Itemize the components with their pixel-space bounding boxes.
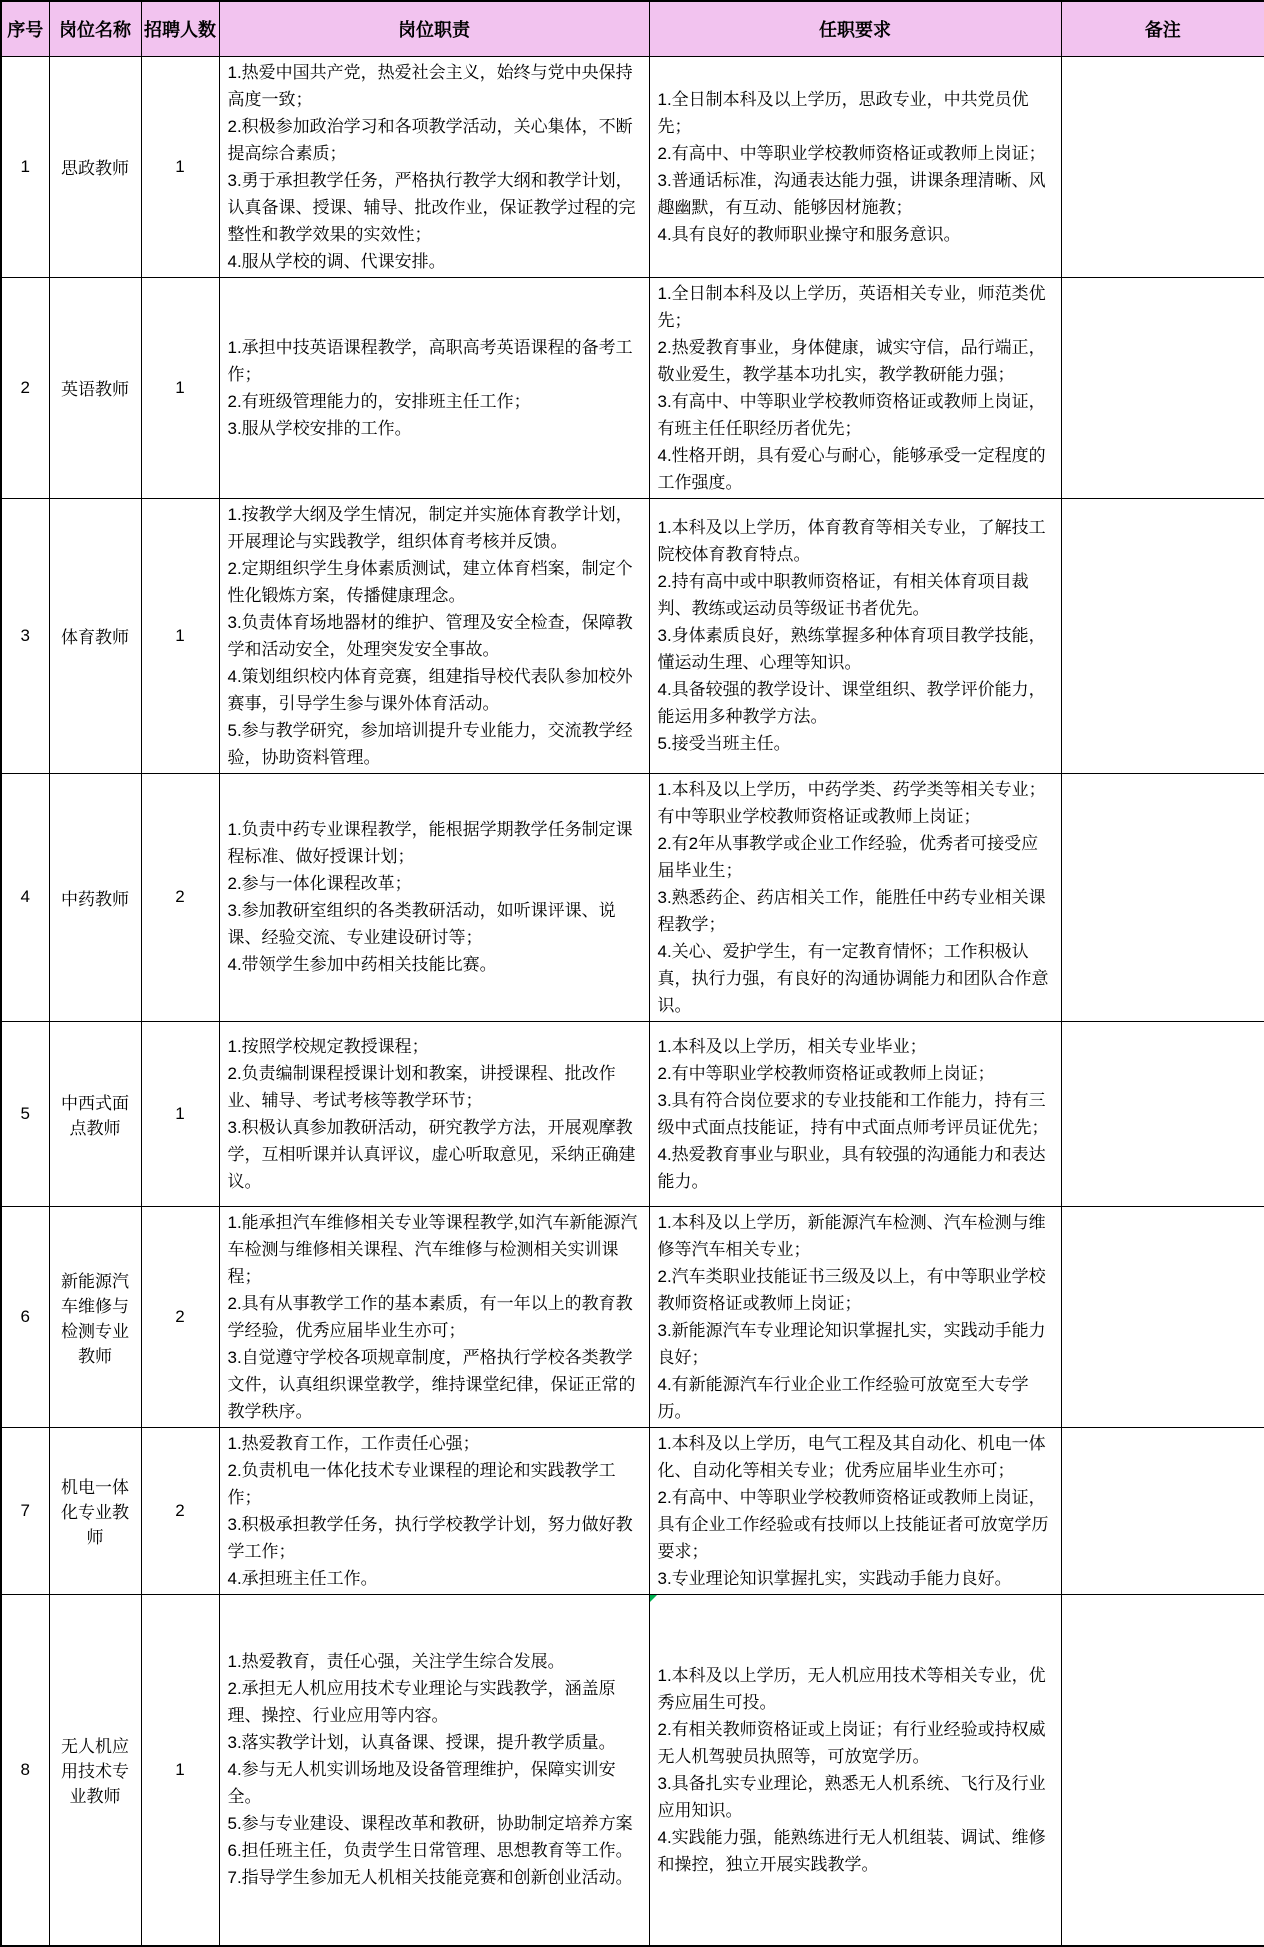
list-item: 1.本科及以上学历，相关专业毕业； [657, 1036, 927, 1056]
job-requirements [649, 1594, 1061, 1946]
list-item: 1.本科及以上学历，中药学类、药学类等相关专业；有中等职业学校教师资格证或教师上岗证； [657, 779, 1046, 826]
list-item: 2.汽车类职业技能证书三级及以上，有中等职业学校教师资格证或教师上岗证； [657, 1266, 1046, 1313]
header-col-note: 备注 [1061, 1, 1264, 56]
list-item: 1.全日制本科及以上学历，思政专业，中共党员优先； [657, 89, 1029, 136]
list-item: 2.负责编制课程授课计划和教案，讲授课程、批改作业、辅导、考试考核等教学环节； [227, 1063, 616, 1110]
job-requirements [649, 498, 1061, 773]
header-col-requirements: 任职要求 [649, 1, 1061, 56]
list-item: 3.自觉遵守学校各项规章制度，严格执行学校各类教学文件，认真组织课堂教学，维持课堂纪律，保证正常的教学秩序。 [227, 1347, 636, 1421]
job-requirements [649, 773, 1061, 1021]
list-item: 4.承担班主任工作。 [227, 1568, 378, 1588]
row-number: 5 [1, 1021, 49, 1206]
list-item: 2.参与一体化课程改革； [227, 874, 412, 893]
header-col-count: 招聘人数 [141, 1, 219, 56]
remark-cell [1061, 1021, 1264, 1206]
list-item: 3.落实教学计划，认真备课、授课，提升教学质量。 [227, 1733, 616, 1753]
hire-count: 2 [141, 1427, 219, 1594]
hire-count: 1 [141, 277, 219, 498]
job-duties [219, 773, 649, 1021]
remark-cell [1061, 498, 1264, 773]
list-item: 1.按照学校规定教授课程； [227, 1036, 429, 1056]
list-item: 3.普通话标准，沟通表达能力强，讲课条理清晰、风趣幽默，有互动、能够因材施教； [657, 170, 1046, 217]
remark-cell [1061, 277, 1264, 498]
list-item: 7.指导学生参加无人机相关技能竞赛和创新创业活动。 [227, 1868, 633, 1888]
list-item: 4.实践能力强，能熟练进行无人机组装、调试、维修和操控，独立开展实践教学。 [657, 1827, 1046, 1874]
job-duties [219, 56, 649, 277]
list-item: 3.勇于承担教学任务，严格执行教学大纲和教学计划，认真备课、授课、辅导、批改作业，保证教学过程的完整性和教学效果的实效性； [227, 170, 636, 244]
job-requirements [649, 56, 1061, 277]
row-number: 3 [1, 498, 49, 773]
list-item: 2.积极参加政治学习和各项教学活动，关心集体，不断提高综合素质； [227, 116, 633, 163]
list-item: 1.本科及以上学历，新能源汽车检测、汽车检测与维修等汽车相关专业； [657, 1212, 1046, 1259]
list-item: 1.本科及以上学历，体育教育等相关专业，了解技工院校体育教育特点。 [657, 518, 1046, 564]
list-item: 3.具有符合岗位要求的专业技能和工作能力，持有三级中式面点技能证，持有中式面点师考评员证优先； [657, 1090, 1049, 1137]
list-item: 1.热爱中国共产党，热爱社会主义，始终与党中央保持高度一致； [227, 62, 633, 109]
job-requirements [649, 1427, 1061, 1594]
list-item: 4.性格开朗，具有爱心与耐心，能够承受一定程度的工作强度。 [657, 445, 1046, 492]
hire-count: 2 [141, 773, 219, 1021]
job-requirements [649, 277, 1061, 498]
row-number: 8 [1, 1594, 49, 1946]
row-number: 1 [1, 56, 49, 277]
list-item: 3.专业理论知识掌握扎实，实践动手能力良好。 [657, 1568, 1012, 1588]
list-item: 4.关心、爱护学生，有一定教育情怀；工作积极认真，执行力强，有良好的沟通协调能力和团队合作意识。 [657, 941, 1049, 1015]
list-item: 5.参与专业建设、课程改革和教研，协助制定培养方案 [227, 1814, 633, 1834]
list-item: 1.负责中药专业课程教学，能根据学期教学任务制定课程标准、做好授课计划； [227, 820, 633, 866]
job-duties [219, 1021, 649, 1206]
header-row [1, 1, 1264, 56]
list-item: 4.具有良好的教师职业操守和服务意识。 [657, 224, 961, 244]
list-item: 2.有2年从事教学或企业工作经验，优秀者可接受应届毕业生； [657, 833, 1039, 880]
row-number: 2 [1, 277, 49, 498]
row-number: 6 [1, 1206, 49, 1427]
list-item: 3.具备扎实专业理论，熟悉无人机系统、飞行及行业应用知识。 [657, 1773, 1046, 1820]
job-title: 无人机应用技术专业教师 [49, 1594, 141, 1946]
job-duties [219, 277, 649, 498]
list-item: 2.持有高中或中职教师资格证，有相关体育项目裁判、教练或运动员等级证书者优先。 [657, 572, 1029, 618]
job-title: 机电一体化专业教师 [49, 1427, 141, 1594]
list-item: 5.接受当班主任。 [657, 734, 791, 753]
table-row [1, 277, 1264, 498]
list-item: 3.积极认真参加教研活动，研究教学方法，开展观摩教学，互相听课并认真评议，虚心听取意见，采纳正确建议。 [227, 1117, 636, 1191]
hire-count: 2 [141, 1206, 219, 1427]
cell-corner-flag-icon [650, 1595, 657, 1602]
list-item: 3.参加教研室组织的各类教研活动，如听课评课、说课、经验交流、专业建设研讨等； [227, 901, 616, 947]
list-item: 2.承担无人机应用技术专业理论与实践教学，涵盖原理、操控、行业应用等内容。 [227, 1679, 616, 1726]
table-row [1, 1427, 1264, 1594]
job-title: 体育教师 [49, 498, 141, 773]
list-item: 3.身体素质良好，熟练掌握多种体育项目教学技能，懂运动生理、心理等知识。 [657, 626, 1046, 672]
list-item: 1.按教学大纲及学生情况，制定并实施体育教学计划，开展理论与实践教学，组织体育考核并反馈。 [227, 504, 633, 551]
list-item: 3.负责体育场地器材的维护、管理及安全检查，保障教学和活动安全，处理突发安全事故。 [227, 612, 633, 659]
list-item: 4.热爱教育事业与职业，具有较强的沟通能力和表达能力。 [657, 1144, 1046, 1191]
list-item: 3.有高中、中等职业学校教师资格证或教师上岗证，有班主任任职经历者优先； [657, 391, 1046, 438]
list-item: 4.参与无人机实训场地及设备管理维护，保障实训安全。 [227, 1760, 616, 1807]
list-item: 2.热爱教育事业，身体健康，诚实守信，品行端正，敬业爱生，教学基本功扎实，教学教研能力强； [657, 337, 1046, 384]
list-item: 4.策划组织校内体育竞赛，组建指导校代表队参加校外赛事，引导学生参与课外体育活动。 [227, 666, 633, 713]
job-title: 英语教师 [49, 277, 141, 498]
list-item: 5.参与教学研究，参加培训提升专业能力，交流教学经验，协助资料管理。 [227, 720, 633, 767]
remark-cell [1061, 1594, 1264, 1946]
header-col-duties: 岗位职责 [219, 1, 649, 56]
job-requirements [649, 1206, 1061, 1427]
hire-count: 1 [141, 498, 219, 773]
header-col-no: 序号 [1, 1, 49, 56]
hire-count: 1 [141, 1594, 219, 1946]
job-duties [219, 1594, 649, 1946]
list-item: 4.带领学生参加中药相关技能比赛。 [227, 955, 497, 974]
job-duties [219, 1427, 649, 1594]
job-title: 思政教师 [49, 56, 141, 277]
list-item: 4.服从学校的调、代课安排。 [227, 251, 446, 271]
list-item: 6.担任班主任，负责学生日常管理、思想教育等工作。 [227, 1841, 633, 1861]
list-item: 1.本科及以上学历，电气工程及其自动化、机电一体化、自动化等相关专业；优秀应届毕业生亦可； [657, 1433, 1046, 1480]
table-row [1, 1594, 1264, 1946]
table-row [1, 1021, 1264, 1206]
row-number: 7 [1, 1427, 49, 1594]
table-row [1, 1206, 1264, 1427]
list-item: 1.热爱教育工作，工作责任心强； [227, 1433, 480, 1453]
table-row [1, 56, 1264, 277]
remark-cell [1061, 56, 1264, 277]
list-item: 1.承担中技英语课程教学，高职高考英语课程的备考工作； [227, 337, 633, 384]
list-item: 4.具备较强的教学设计、课堂组织、教学评价能力，能运用多种教学方法。 [657, 680, 1046, 726]
hire-count: 1 [141, 1021, 219, 1206]
remark-cell [1061, 1427, 1264, 1594]
remark-cell [1061, 1206, 1264, 1427]
list-item: 4.有新能源汽车行业企业工作经验可放宽至大专学历。 [657, 1374, 1029, 1421]
job-requirements [649, 1021, 1061, 1206]
job-duties [219, 1206, 649, 1427]
list-item: 2.定期组织学生身体素质测试，建立体育档案，制定个性化锻炼方案，传播健康理念。 [227, 558, 633, 605]
hire-count: 1 [141, 56, 219, 277]
list-item: 1.能承担汽车维修相关专业等课程教学,如汽车新能源汽车检测与维修相关课程、汽车维修与检测相关实训课程； [227, 1212, 638, 1286]
header-col-title: 岗位名称 [49, 1, 141, 56]
job-title: 中药教师 [49, 773, 141, 1021]
list-item: 1.热爱教育，责任心强，关注学生综合发展。 [227, 1652, 565, 1672]
job-title: 中西式面点教师 [49, 1021, 141, 1206]
list-item: 2.有高中、中等职业学校教师资格证或教师上岗证，具有企业工作经验或有技师以上技能证者可放宽学历要求； [657, 1487, 1049, 1561]
list-item: 2.有高中、中等职业学校教师资格证或教师上岗证； [657, 143, 1046, 163]
row-number: 4 [1, 773, 49, 1021]
list-item: 3.新能源汽车专业理论知识掌握扎实，实践动手能力良好； [657, 1320, 1046, 1367]
job-title: 新能源汽车维修与检测专业教师 [49, 1206, 141, 1427]
list-item: 3.服从学校安排的工作。 [227, 418, 412, 438]
job-duties [219, 498, 649, 773]
list-item: 1.本科及以上学历，无人机应用技术等相关专业，优秀应届生可投。 [657, 1665, 1046, 1712]
list-item: 2.有相关教师资格证或上岗证；有行业经验或持权威无人机驾驶员执照等，可放宽学历。 [657, 1719, 1046, 1766]
table-row [1, 773, 1264, 1021]
list-item: 3.熟悉药企、药店相关工作，能胜任中药专业相关课程教学； [657, 887, 1046, 934]
table-row [1, 498, 1264, 773]
list-item: 2.负责机电一体化技术专业课程的理论和实践教学工作； [227, 1460, 616, 1507]
list-item: 2.有班级管理能力的，安排班主任工作； [227, 391, 531, 411]
list-item: 3.积极承担教学任务，执行学校教学计划，努力做好教学工作； [227, 1514, 633, 1561]
list-item: 1.全日制本科及以上学历，英语相关专业，师范类优先； [657, 283, 1046, 330]
remark-cell [1061, 773, 1264, 1021]
list-item: 2.具有从事教学工作的基本素质，有一年以上的教育教学经验，优秀应届毕业生亦可； [227, 1293, 633, 1340]
list-item: 2.有中等职业学校教师资格证或教师上岗证； [657, 1063, 995, 1083]
